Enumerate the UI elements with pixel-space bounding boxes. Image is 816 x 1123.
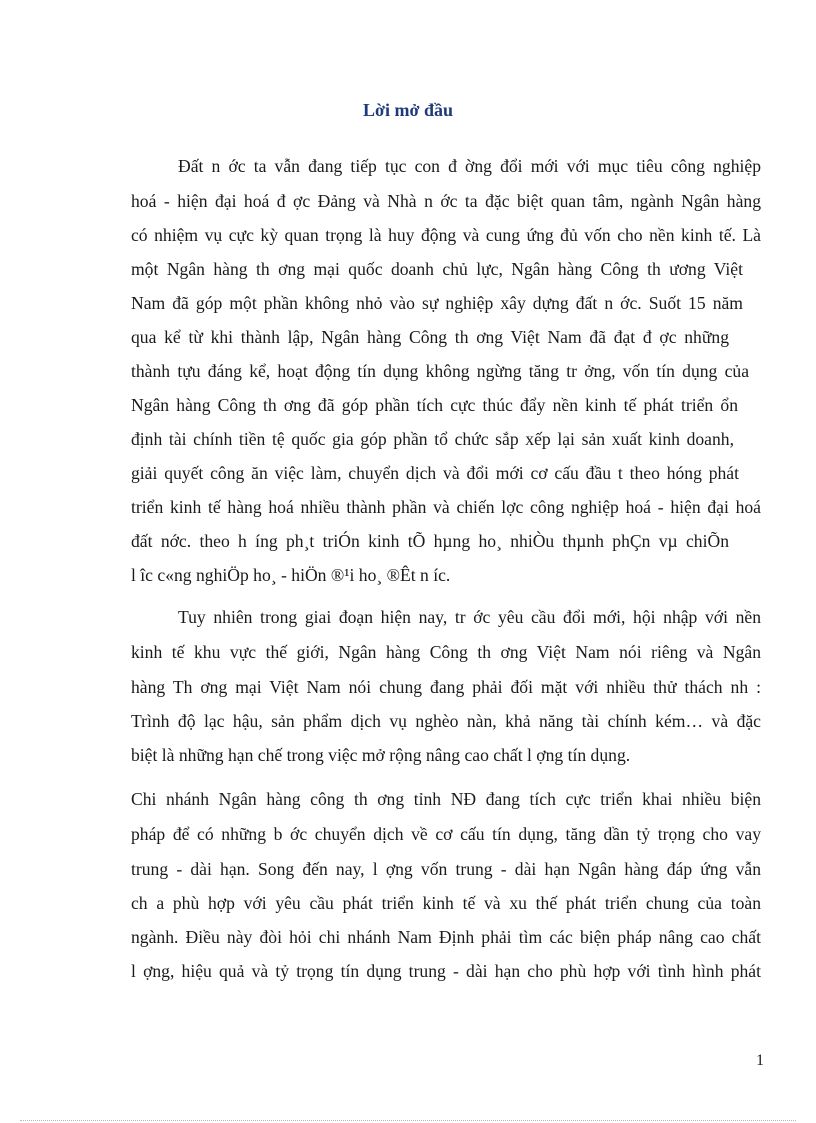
paragraph-1-line-10: giải quyết công ăn việc làm, chuyển dịch và đổi mới cơ cấu đầu t theo hóng phát (131, 463, 739, 483)
paragraph-1-line-9: định tài chính tiền tệ quốc gia góp phần tổ chức sắp xếp lại sản xuất kinh doanh, (131, 429, 734, 449)
paragraph-1-line-3: có nhiệm vụ cực kỳ quan trọng là huy động và cung ứng đủ vốn cho nền kinh tế. Là (131, 225, 761, 245)
paragraph-3-line-3: trung - dài hạn. Song đến nay, l ợng vốn trung - dài hạn Ngân hàng đáp ứng vẫn (131, 859, 761, 879)
paragraph-2-line-5: biệt là những hạn chế trong việc mở rộng nâng cao chất l ợng tín dụng. (131, 745, 631, 765)
paragraph-1-line-2: hoá - hiện đại hoá đ ợc Đảng và Nhà n ớc ta đặc biệt quan tâm, ngành Ngân hàng (131, 191, 761, 211)
paragraph-2-line-3: hàng Th ơng mại Việt Nam nói chung đang phải đối mặt với nhiều thử thách nh : (131, 677, 761, 697)
paragraph-3-line-6: l ợng, hiệu quả và tỷ trọng tín dụng trung - dài hạn cho phù hợp với tình hình phát (131, 961, 761, 981)
paragraph-1-line-13: l îc c«ng nghiÖp ho¸ - hiÖn ®¹i ho¸ ®Êt n íc. (131, 565, 451, 585)
document-title: Lời mở đầu (363, 100, 453, 120)
paragraph-1-line-5: Nam đã góp một phần không nhỏ vào sự nghiệp xây dựng đất n ớc. Suốt 15 năm (131, 293, 743, 313)
paragraph-2-line-2: kinh tế khu vực thế giới, Ngân hàng Công th ơng Việt Nam nói riêng và Ngân (131, 642, 761, 662)
paragraph-1-line-11: triển kinh tế hàng hoá nhiều thành phần và chiến lợc công nghiệp hoá - hiện đại hoá (131, 497, 761, 517)
paragraph-2-line-1: Tuy nhiên trong giai đoạn hiện nay, tr ớc yêu cầu đổi mới, hội nhập với nền (178, 607, 761, 627)
footer-divider (20, 1120, 796, 1121)
paragraph-1-line-6: qua kể từ khi thành lập, Ngân hàng Công th ơng Việt Nam đã đạt đ ợc những (131, 327, 729, 347)
paragraph-3-line-2: pháp để có những b ớc chuyển dịch về cơ cấu tín dụng, tăng dần tỷ trọng cho vay (131, 824, 761, 844)
paragraph-1-line-12: đất nớc. theo h íng ph¸t triÓn kinh tÕ hµng ho¸ nhiÒu thµnh phÇn vµ chiÕn (131, 531, 729, 551)
paragraph-3-line-5: ngành. Điều này đòi hỏi chi nhánh Nam Định phải tìm các biện pháp nâng cao chất (131, 927, 761, 947)
paragraph-3-line-1: Chi nhánh Ngân hàng công th ơng tỉnh NĐ đang tích cực triển khai nhiều biện (131, 789, 761, 809)
paragraph-1-line-1: Đất n ớc ta vẫn đang tiếp tục con đ ờng đổi mới với mục tiêu công nghiệp (178, 156, 761, 176)
paragraph-3-line-4: ch a phù hợp với yêu cầu phát triển kinh tế và xu thế phát triển chung của toàn (131, 893, 761, 913)
paragraph-2-line-4: Trình độ lạc hậu, sản phẩm dịch vụ nghèo nàn, khả năng tài chính kém… và đặc (131, 711, 761, 731)
paragraph-1-line-7: thành tựu đáng kể, hoạt động tín dụng không ngừng tăng tr ởng, vốn tín dụng của (131, 361, 749, 381)
page-number: 1 (756, 1052, 764, 1069)
paragraph-1-line-4: một Ngân hàng th ơng mại quốc doanh chủ lực, Ngân hàng Công th ương Việt (131, 259, 743, 279)
paragraph-1-line-8: Ngân hàng Công th ơng đã góp phần tích cực thúc đẩy nền kinh tế phát triển ổn (131, 395, 738, 415)
